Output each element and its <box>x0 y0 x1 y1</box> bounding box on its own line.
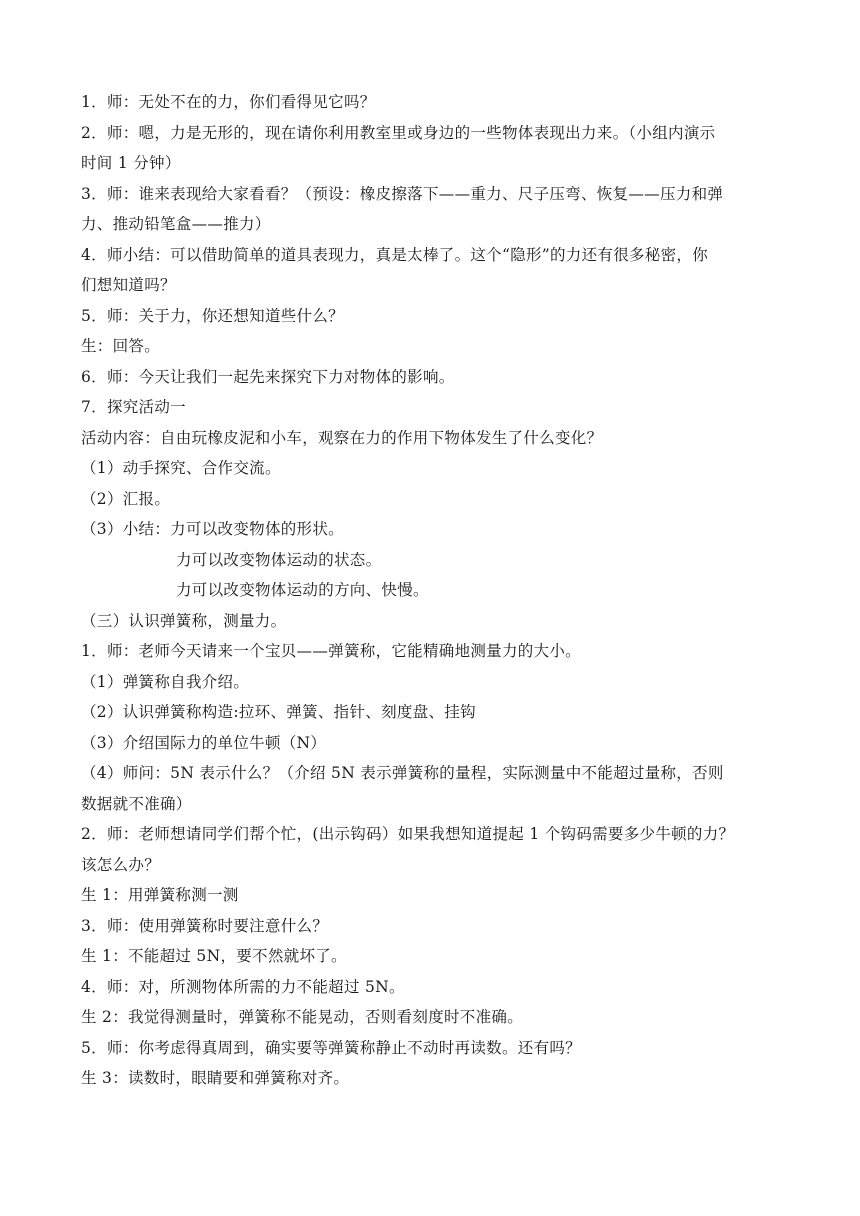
text-line: （2）汇报。 <box>81 489 171 508</box>
text-line: 时间 1 分钟） <box>81 154 181 172</box>
text-line: 5．师：关于力，你还想知道些什么？ <box>81 306 344 325</box>
text-line: 力、推动铅笔盒——推力） <box>81 215 271 233</box>
text-line: 5．师：你考虑得真周到，确实要等弹簧称静止不动时再读数。还有吗？ <box>81 1038 581 1057</box>
text-line: （3）小结：力可以改变物体的形状。 <box>81 520 344 538</box>
text-line: 力可以改变物体运动的方向、快慢。 <box>176 581 429 599</box>
text-line: 4．师：对，所测物体所需的力不能超过 5N。 <box>81 977 405 996</box>
text-line: 6．师：今天让我们一起先来探究下力对物体的影响。 <box>81 367 455 386</box>
text-line: （2）认识弹簧称构造:拉环、弹簧、指针、刻度盘、挂钩 <box>81 703 476 721</box>
text-line: （1）动手探究、合作交流。 <box>81 459 281 477</box>
text-line: 生：回答。 <box>81 337 161 355</box>
text-line: 4．师小结：可以借助简单的道具表现力，真是太棒了。这个“隐形”的力还有很多秘密，你 <box>81 245 709 264</box>
text-line: （1）弹簧称自我介绍。 <box>81 672 250 691</box>
text-line: 该怎么办？ <box>81 855 161 874</box>
text-line: （3）介绍国际力的单位牛顿（N） <box>81 733 327 752</box>
text-line: 3．师：谁来表现给大家看看？（预设：橡皮擦落下——重力、尺子压弯、恢复——压力和弹 <box>81 184 724 203</box>
text-line: 数据就不准确） <box>81 794 192 813</box>
text-line: 生 3：读数时，眼睛要和弹簧称对齐。 <box>81 1069 350 1087</box>
text-line: 7．探究活动一 <box>81 398 186 416</box>
text-line: 力可以改变物体运动的状态。 <box>176 550 382 569</box>
text-line: 1．师：无处不在的力，你们看得见它吗？ <box>81 93 376 111</box>
text-line: （4）师问：5N 表示什么？（介绍 5N 表示弹簧称的量程，实际测量中不能超过量称，否则 <box>81 764 724 782</box>
text-line: 生 1：不能超过 5N，要不然就坏了。 <box>81 947 347 965</box>
text-line: 2．师：老师想请同学们帮个忙，(出示钩码）如果我想知道提起 1 个钩码需要多少牛顿的力？ <box>81 825 735 843</box>
text-line: 生 1：用弹簧称测一测 <box>81 886 239 904</box>
lesson-plan-text <box>81 87 783 1094</box>
text-line: 3．师：使用弹簧称时要注意什么？ <box>81 916 329 935</box>
text-line: 们想知道吗？ <box>81 276 176 294</box>
text-line: 2．师：嗯，力是无形的，现在请你利用教室里或身边的一些物体表现出力来。（小组内演示 <box>81 123 716 142</box>
text-line: 1．师：老师今天请来一个宝贝——弹簧称，它能精确地测量力的大小。 <box>81 642 581 660</box>
text-line: 活动内容：自由玩橡皮泥和小车，观察在力的作用下物体发生了什么变化？ <box>81 428 603 447</box>
text-line: （三）认识弹簧称，测量力。 <box>81 611 287 630</box>
text-line: 生 2：我觉得测量时，弹簧称不能晃动，否则看刻度时不准确。 <box>81 1008 523 1026</box>
